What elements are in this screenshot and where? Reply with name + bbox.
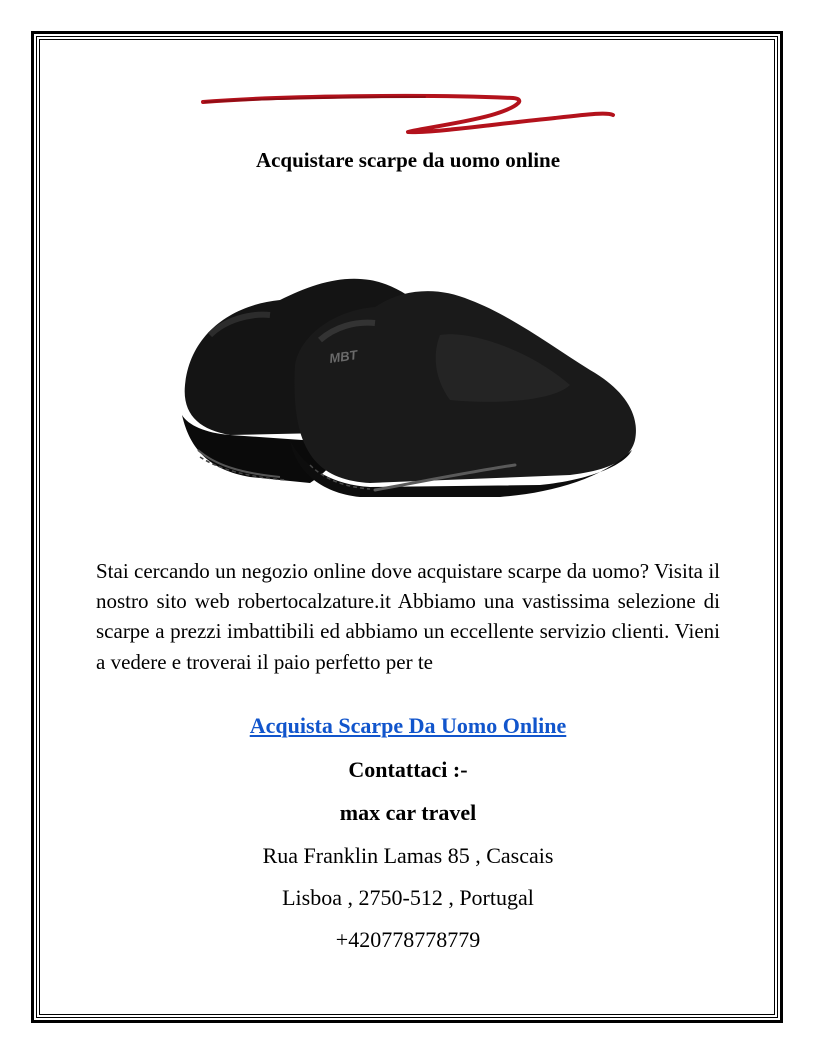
address-line-2: Lisboa , 2750-512 , Portugal bbox=[282, 885, 534, 910]
shoe-right bbox=[290, 291, 636, 497]
page-title: Acquistare scarpe da uomo online bbox=[255, 148, 561, 172]
brand-logo-stroke bbox=[195, 88, 620, 138]
description-paragraph: Stai cercando un negozio online dove acquistare scarpe da uomo? Visita il nostro sito web robertocalzature.it Abbiamo una vastissima selezione di scarpe a prezzi imbattibili ed abbiamo un eccellente servizio clienti. Vieni a vedere e troverai il paio perfetto per te bbox=[96, 559, 720, 674]
shop-link-label[interactable]: Acquista Scarpe Da Uomo Online bbox=[249, 713, 567, 738]
shop-mens-shoes-link[interactable] bbox=[0, 713, 816, 739]
address-line-1: Rua Franklin Lamas 85 , Cascais bbox=[262, 843, 554, 868]
contact-heading: Contattaci :- bbox=[348, 757, 468, 782]
phone-number: +420778778779 bbox=[335, 927, 481, 952]
company-name: max car travel bbox=[339, 800, 477, 825]
svg-text:MBT: MBT bbox=[328, 347, 359, 366]
product-shoe-image bbox=[170, 265, 645, 510]
